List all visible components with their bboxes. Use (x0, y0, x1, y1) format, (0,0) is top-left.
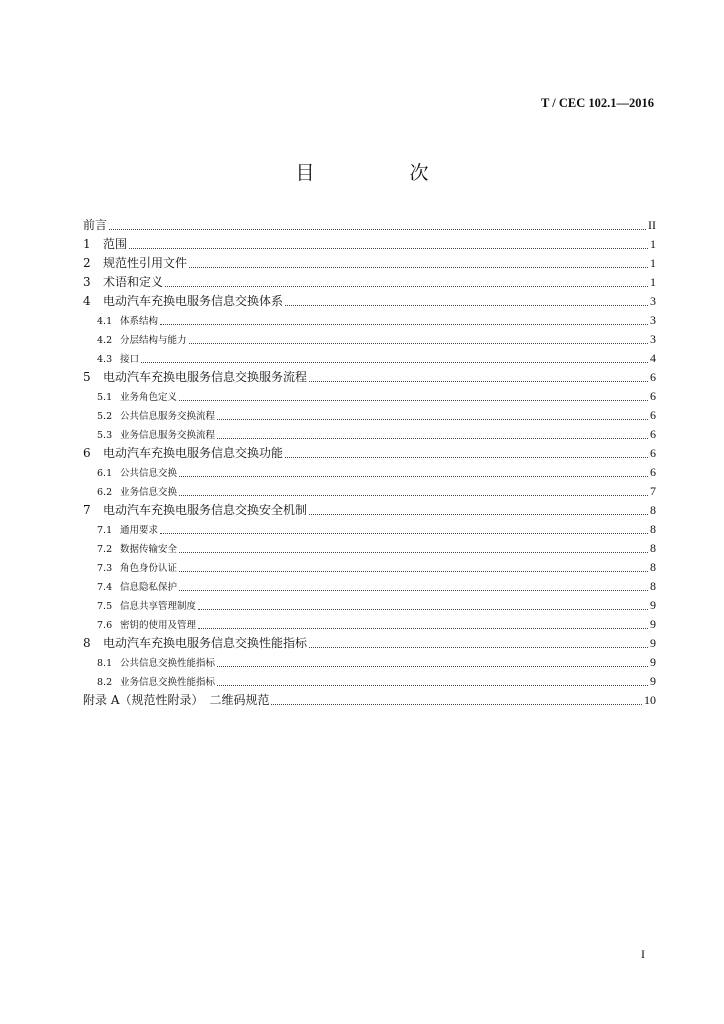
dot-leader (189, 266, 648, 268)
toc-entry-title: 数据传输安全 (120, 544, 178, 555)
toc-entry-title: 信息隐私保护 (120, 582, 178, 593)
toc-entry-page: 1 (650, 237, 656, 251)
toc-entry-page: 8 (650, 503, 656, 517)
toc-entry-page: 6 (650, 408, 656, 422)
dot-leader (309, 513, 648, 515)
toc-entry-page: 8 (650, 560, 656, 574)
toc-entry-page: 3 (650, 313, 656, 327)
toc-entry-title: 密钥的使用及管理 (120, 620, 197, 631)
toc-entry[interactable] (83, 349, 656, 368)
dot-leader (217, 418, 648, 420)
toc-entry-number: 8.2 (97, 677, 113, 688)
toc-entry-number: 5.3 (97, 430, 113, 441)
toc-entry-number: 7.5 (97, 601, 113, 612)
toc-entry-page: 9 (650, 617, 656, 631)
toc-entry[interactable] (83, 216, 656, 235)
toc-entry-page: II (648, 218, 656, 232)
toc-entry[interactable] (83, 672, 656, 691)
dot-leader (189, 342, 648, 344)
toc-entry[interactable] (83, 558, 656, 577)
toc-entry[interactable] (83, 406, 656, 425)
toc-entry[interactable] (83, 368, 656, 387)
toc-entry-number: 2 (83, 256, 91, 270)
toc-entry-number: 7.3 (97, 563, 113, 574)
toc-entry-title: 附录 A（规范性附录） 二维码规范 (83, 693, 270, 707)
toc-entry-title: 电动汽车充换电服务信息交换服务流程 (103, 370, 308, 384)
toc-entry-number: 1 (83, 237, 91, 251)
toc-entry-number: 7.6 (97, 620, 113, 631)
toc-entry-title: 前言 (83, 218, 108, 232)
dot-leader (309, 646, 648, 648)
toc-entry-number: 6 (83, 446, 91, 460)
toc-entry-page: 3 (650, 294, 656, 308)
document-code: T / CEC 102.1—2016 (541, 96, 654, 110)
dot-leader (198, 627, 648, 629)
toc-entry[interactable] (83, 634, 656, 653)
toc-entry-title: 分层结构与能力 (120, 335, 187, 346)
toc-entry-number: 5 (83, 370, 91, 384)
toc-entry[interactable] (83, 577, 656, 596)
table-of-contents (83, 216, 656, 710)
toc-entry-number: 5.2 (97, 411, 113, 422)
toc-entry-title: 电动汽车充换电服务信息交换性能指标 (103, 636, 308, 650)
toc-entry-page: 9 (650, 674, 656, 688)
toc-entry-title: 术语和定义 (103, 275, 164, 289)
dot-leader (160, 323, 648, 325)
toc-entry-number: 7.2 (97, 544, 113, 555)
toc-entry-number: 7.4 (97, 582, 113, 593)
toc-entry-page: 8 (650, 541, 656, 555)
dot-leader (285, 304, 648, 306)
toc-entry-page: 1 (650, 275, 656, 289)
toc-entry-page: 9 (650, 598, 656, 612)
toc-entry-page: 1 (650, 256, 656, 270)
toc-entry[interactable] (83, 653, 656, 672)
dot-leader (217, 437, 648, 439)
toc-entry-title: 业务角色定义 (120, 392, 178, 403)
dot-leader (198, 608, 648, 610)
dot-leader (179, 589, 648, 591)
toc-entry[interactable] (83, 273, 656, 292)
toc-entry-number: 7.1 (97, 525, 113, 536)
toc-entry-page: 3 (650, 332, 656, 346)
toc-entry[interactable] (83, 235, 656, 254)
toc-entry-page: 4 (650, 351, 656, 365)
toc-entry-number: 6.1 (97, 468, 113, 479)
toc-entry-title: 范围 (103, 237, 128, 251)
toc-entry-number: 8.1 (97, 658, 113, 669)
toc-entry-title: 业务信息交换 (120, 487, 178, 498)
dot-leader (285, 456, 648, 458)
dot-leader (217, 684, 648, 686)
toc-entry-title: 信息共享管理制度 (120, 601, 197, 612)
toc-entry[interactable] (83, 292, 656, 311)
toc-entry-number: 3 (83, 275, 91, 289)
dot-leader (271, 703, 642, 705)
dot-leader (217, 665, 648, 667)
toc-title: 目 次 (295, 162, 467, 184)
toc-entry[interactable] (83, 254, 656, 273)
toc-entry-number: 8 (83, 636, 91, 650)
toc-entry-page: 8 (650, 522, 656, 536)
toc-entry-title: 规范性引用文件 (103, 256, 188, 270)
toc-entry-page: 6 (650, 446, 656, 460)
toc-entry-page: 9 (650, 636, 656, 650)
page-number: I (641, 947, 645, 961)
toc-entry[interactable] (83, 330, 656, 349)
toc-entry[interactable] (83, 501, 656, 520)
toc-entry[interactable] (83, 539, 656, 558)
toc-entry-number: 5.1 (97, 392, 113, 403)
toc-entry-title: 角色身份认证 (120, 563, 178, 574)
toc-entry-title: 通用要求 (120, 525, 159, 536)
dot-leader (179, 551, 648, 553)
dot-leader (109, 228, 646, 230)
toc-entry[interactable] (83, 520, 656, 539)
dot-leader (179, 494, 648, 496)
toc-entry-title: 电动汽车充换电服务信息交换功能 (103, 446, 284, 460)
toc-entry-page: 6 (650, 389, 656, 403)
toc-entry[interactable] (83, 691, 656, 710)
toc-entry[interactable] (83, 444, 656, 463)
toc-entry-number: 7 (83, 503, 91, 517)
toc-entry[interactable] (83, 615, 656, 634)
toc-entry[interactable] (83, 311, 656, 330)
dot-leader (129, 247, 648, 249)
toc-entry-number: 4 (83, 294, 91, 308)
toc-entry-page: 9 (650, 655, 656, 669)
toc-entry[interactable] (83, 482, 656, 501)
dot-leader (179, 475, 648, 477)
dot-leader (179, 399, 648, 401)
toc-entry-title: 公共信息服务交换流程 (120, 411, 216, 422)
toc-entry[interactable] (83, 596, 656, 615)
toc-entry-title: 电动汽车充换电服务信息交换体系 (103, 294, 284, 308)
toc-entry-number: 6.2 (97, 487, 113, 498)
dot-leader (165, 285, 648, 287)
dot-leader (309, 380, 648, 382)
toc-entry-title: 公共信息交换 (120, 468, 178, 479)
toc-entry[interactable] (83, 425, 656, 444)
toc-entry-page: 6 (650, 370, 656, 384)
toc-entry-title: 业务信息交换性能指标 (120, 677, 216, 688)
toc-entry-page: 7 (650, 484, 656, 498)
toc-entry[interactable] (83, 463, 656, 482)
toc-entry-title: 电动汽车充换电服务信息交换安全机制 (103, 503, 308, 517)
toc-entry-title: 接口 (120, 354, 140, 365)
toc-entry-number: 4.2 (97, 335, 113, 346)
toc-entry-title: 公共信息交换性能指标 (120, 658, 216, 669)
toc-entry-page: 8 (650, 579, 656, 593)
toc-entry-title: 业务信息服务交换流程 (120, 430, 216, 441)
dot-leader (160, 532, 648, 534)
toc-entry-page: 10 (644, 693, 656, 707)
toc-entry-page: 6 (650, 427, 656, 441)
toc-entry-page: 6 (650, 465, 656, 479)
toc-entry-number: 4.1 (97, 316, 113, 327)
toc-entry[interactable] (83, 387, 656, 406)
dot-leader (141, 361, 648, 363)
toc-entry-number: 4.3 (97, 354, 113, 365)
toc-entry-title: 体系结构 (120, 316, 159, 327)
dot-leader (179, 570, 648, 572)
